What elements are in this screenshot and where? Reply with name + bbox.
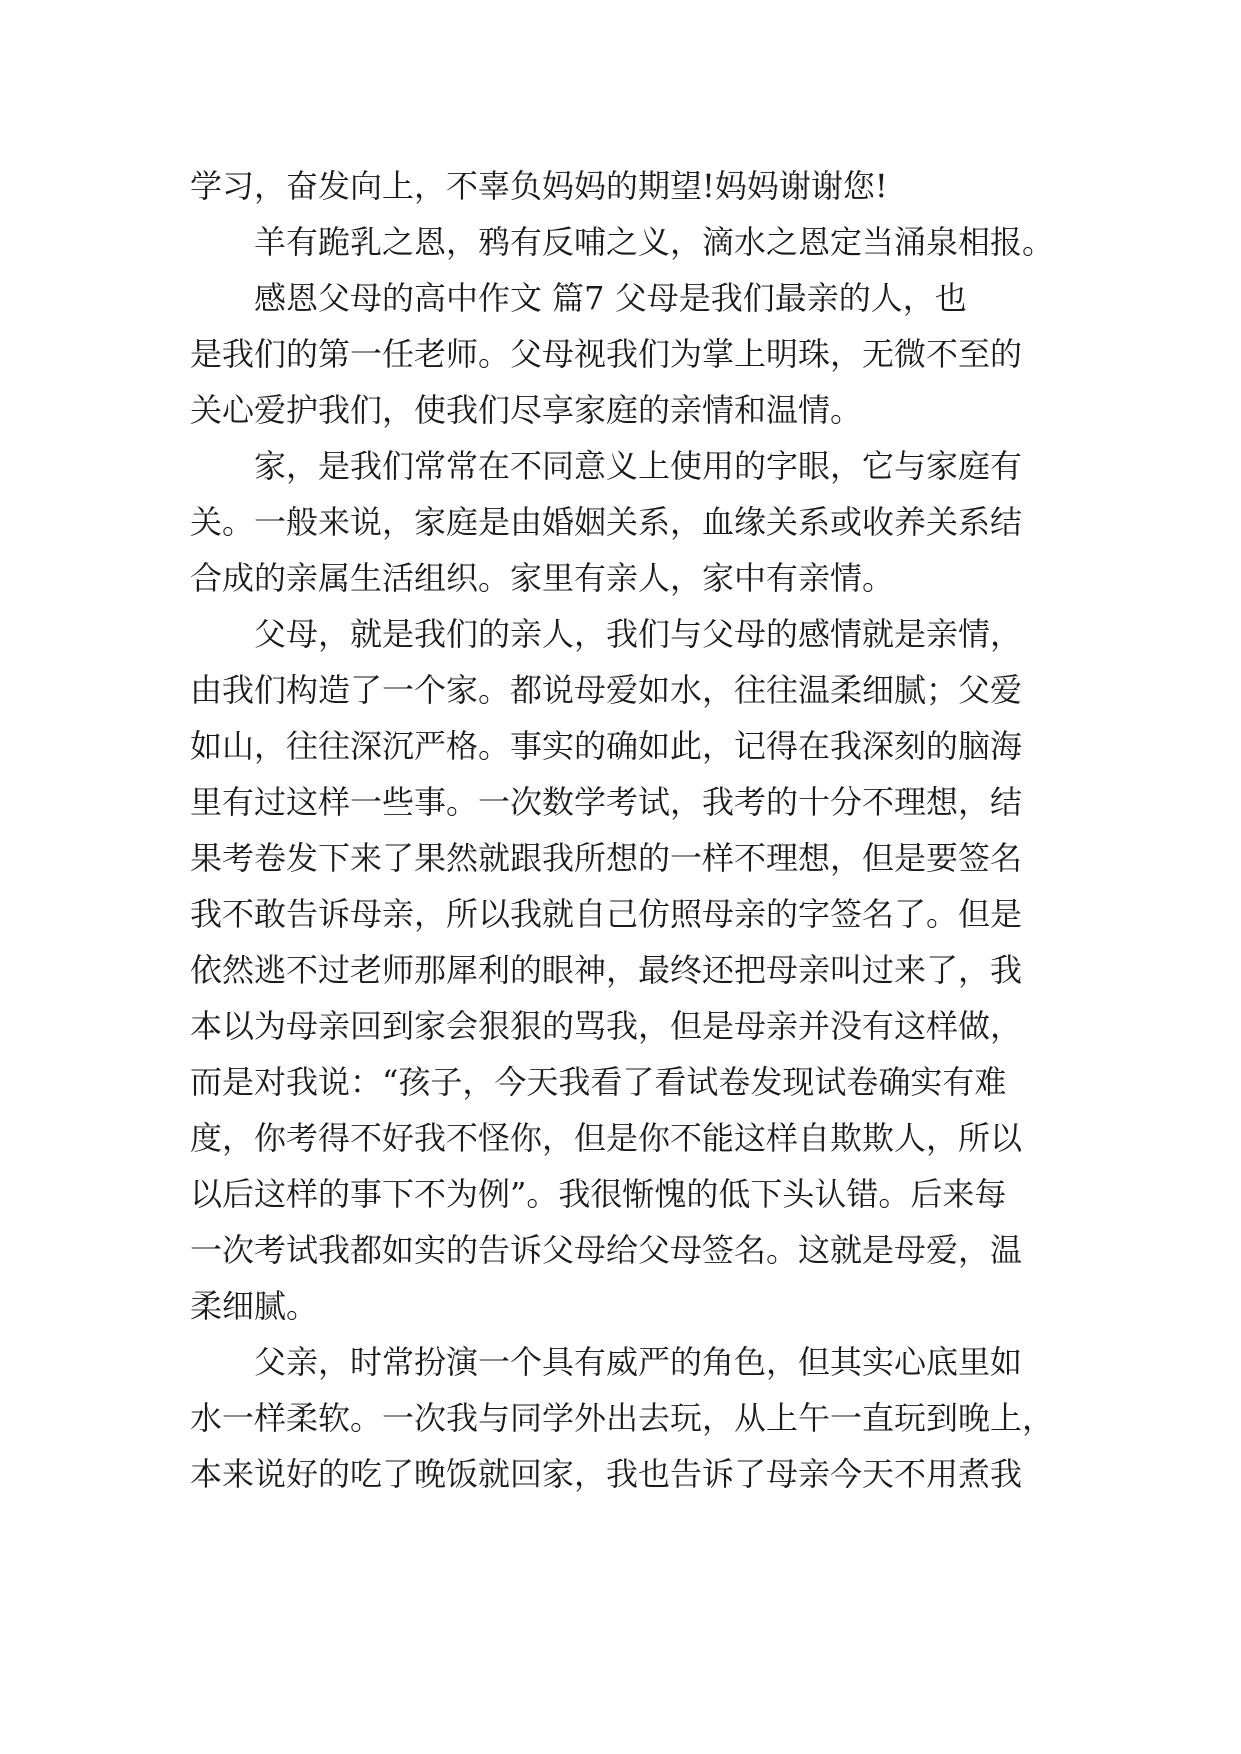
text-line: 我不敢告诉母亲，所以我就自己仿照母亲的字签名了。但是 [190, 895, 1023, 933]
text-line: 度，你考得不好我不怪你，但是你不能这样自欺欺人，所以 [190, 1119, 1023, 1157]
text-line: 本以为母亲回到家会狠狠的骂我，但是母亲并没有这样做， [190, 1007, 1023, 1045]
text-line: 家，是我们常常在不同意义上使用的字眼，它与家庭有 [254, 447, 1023, 485]
text-line: 关。一般来说，家庭是由婚姻关系，血缘关系或收养关系结 [190, 503, 1023, 541]
text-line: 感恩父母的高中作文 篇7 父母是我们最亲的人，也 [254, 279, 967, 317]
essay-body [190, 158, 1060, 1502]
text-line: 水一样柔软。一次我与同学外出去玩，从上午一直玩到晚上， [190, 1399, 1055, 1437]
text-line: 由我们构造了一个家。都说母爱如水，往往温柔细腻；父爱 [190, 671, 1023, 709]
text-line: 是我们的第一任老师。父母视我们为掌上明珠，无微不至的 [190, 335, 1023, 373]
text-line: 依然逃不过老师那犀利的眼神，最终还把母亲叫过来了，我 [190, 951, 1023, 989]
text-line: 里有过这样一些事。一次数学考试，我考的十分不理想，结 [190, 783, 1023, 821]
text-line: 学习，奋发向上，不辜负妈妈的期望!妈妈谢谢您! [190, 167, 888, 205]
text-line: 合成的亲属生活组织。家里有亲人，家中有亲情。 [190, 559, 895, 597]
text-line: 关心爱护我们，使我们尽享家庭的亲情和温情。 [190, 391, 863, 429]
text-line: 父亲，时常扮演一个具有威严的角色，但其实心底里如 [254, 1343, 1023, 1381]
text-line: 柔细腻。 [190, 1287, 319, 1325]
text-line: 而是对我说：“孩子，今天我看了看试卷发现试卷确实有难 [190, 1063, 1007, 1101]
text-line: 一次考试我都如实的告诉父母给父母签名。这就是母爱，温 [190, 1231, 1023, 1269]
text-line: 本来说好的吃了晚饭就回家，我也告诉了母亲今天不用煮我 [190, 1455, 1023, 1493]
text-line: 以后这样的事下不为例”。我很惭愧的低下头认错。后来每 [190, 1175, 1007, 1213]
text-line: 果考卷发下来了果然就跟我所想的一样不理想，但是要签名 [190, 839, 1023, 877]
text-line: 如山，往往深沉严格。事实的确如此，记得在我深刻的脑海 [190, 727, 1023, 765]
text-line: 羊有跪乳之恩，鸦有反哺之义，滴水之恩定当涌泉相报。 [254, 223, 1055, 261]
text-line: 父母，就是我们的亲人，我们与父母的感情就是亲情， [254, 615, 1023, 653]
